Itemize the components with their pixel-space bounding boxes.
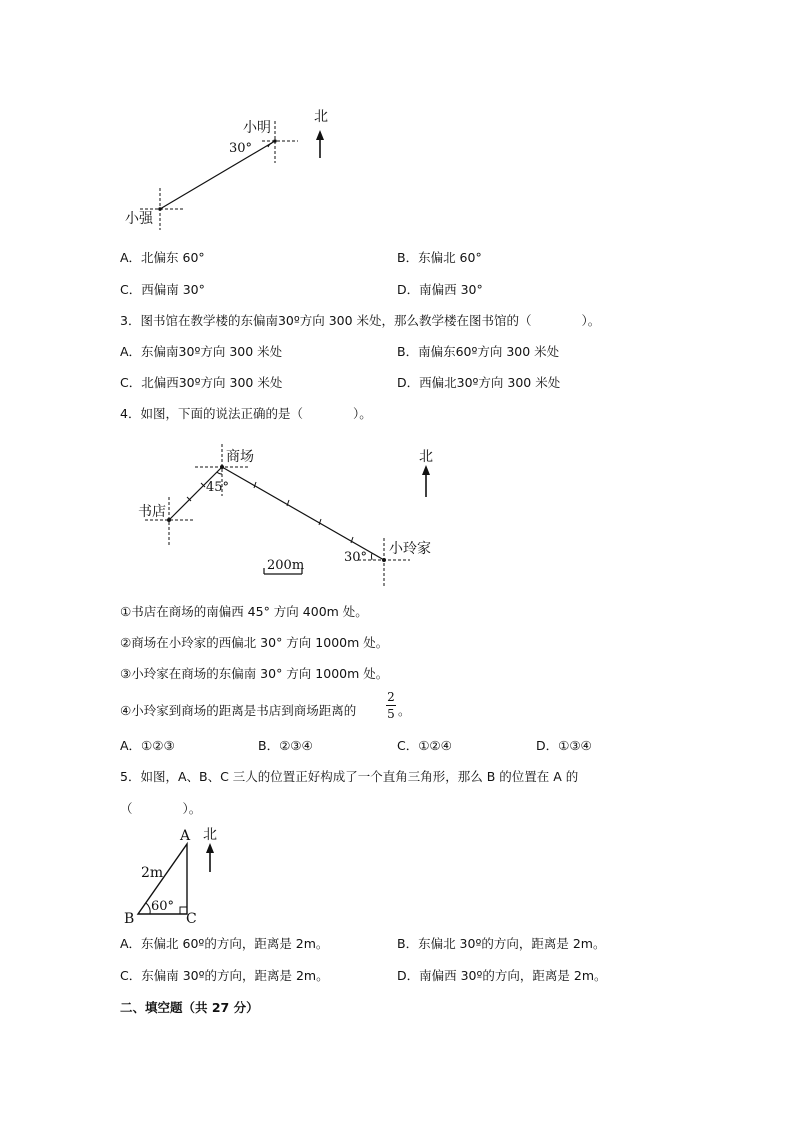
q4-option-c[interactable]: C．①②④ [397,738,452,753]
north-label: 北 [419,449,433,465]
q5-option-c[interactable]: C．东偏南 30º的方向，距离是 2m。 [120,968,329,983]
xiaoling-label: 小玲家 [389,541,431,557]
q2-option-d[interactable]: D．南偏西 30° [397,282,483,297]
xiaoqiang-label: 小强 [125,211,153,227]
north-label: 北 [203,827,217,843]
q5-option-b[interactable]: B．东偏北 30º的方向，距离是 2m。 [397,936,606,951]
q5-stem-line1: 5．如图，A、B、C 三人的位置正好构成了一个直角三角形，那么 B 的位置在 A 的 [120,769,579,784]
point-b-label: B [124,911,135,927]
q3-option-d[interactable]: D．西偏北30º方向 300 米处 [397,375,561,390]
angle-45-label: 45° [206,480,230,495]
q4-option-d[interactable]: D．①③④ [536,738,592,753]
north-label: 北 [314,109,328,125]
q3-stem: 3．图书馆在教学楼的东偏南30º方向 300 米处，那么教学楼在图书馆的（ ）。 [120,313,601,328]
q4-statement-3: ③小玲家在商场的东偏南 30° 方向 1000m 处。 [120,666,389,681]
q4-statement-4: ④小玲家到商场的距离是书店到商场距离的 [120,703,357,718]
xiaoming-label: 小明 [243,120,271,136]
q3-option-b[interactable]: B．南偏东60º方向 300 米处 [397,344,560,359]
angle-label: 30° [229,141,253,156]
q5-stem-line2: （ ）。 [120,801,202,816]
q4-statement-1: ①书店在商场的南偏西 45° 方向 400m 处。 [120,604,368,619]
point-c-label: C [186,911,197,927]
angle-30-label: 30° [344,550,368,565]
q2-option-a[interactable]: A．北偏东 60° [120,250,205,265]
q4-option-b[interactable]: B．②③④ [258,738,313,753]
section-2-title: 二、填空题（共 27 分） [120,1000,259,1015]
q4-statement-2: ②商场在小玲家的西偏北 30° 方向 1000m 处。 [120,635,389,650]
fraction-numerator: 2 [387,690,395,704]
q4-statement-4-end: 。 [398,703,411,718]
fraction-denominator: 5 [387,707,395,721]
q4-option-a[interactable]: A．①②③ [120,738,175,753]
mall-label: 商场 [226,449,254,465]
bookstore-label: 书店 [138,504,166,520]
side-length-label: 2m [141,865,164,881]
scale-label: 200m [267,558,305,573]
angle-60-label: 60° [151,899,175,914]
point-a-label: A [180,828,191,844]
q2-option-c[interactable]: C．西偏南 30° [120,282,205,297]
q5-option-a[interactable]: A．东偏北 60º的方向，距离是 2m。 [120,936,329,951]
q5-option-d[interactable]: D．南偏西 30º的方向，距离是 2m。 [397,968,607,983]
q3-option-c[interactable]: C．北偏西30º方向 300 米处 [120,375,283,390]
q3-option-a[interactable]: A．东偏南30º方向 300 米处 [120,344,283,359]
q2-option-b[interactable]: B．东偏北 60° [397,250,482,265]
q4-stem: 4．如图，下面的说法正确的是（ ）。 [120,406,372,421]
